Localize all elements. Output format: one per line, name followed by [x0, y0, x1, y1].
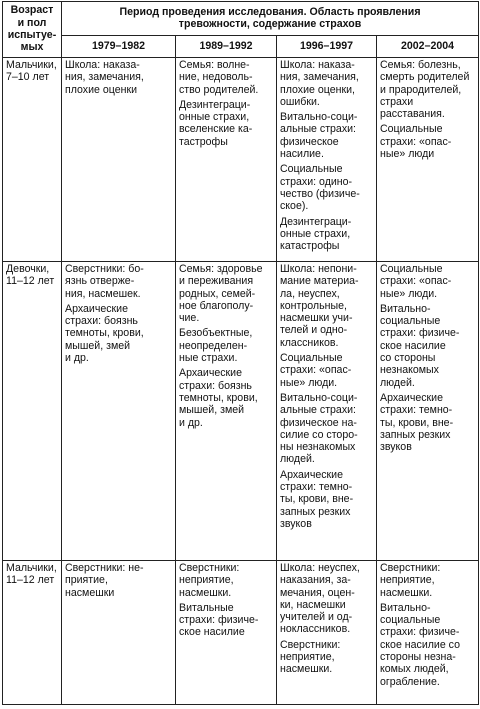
- text-line: контрольные,: [280, 299, 347, 312]
- text-line: страхи: боязнь: [65, 315, 138, 328]
- text-line: Семья: здоровье: [179, 263, 263, 275]
- text-line: страхи: физиче-: [380, 327, 460, 340]
- text-line: ния, замечания,: [280, 71, 359, 84]
- text-line: неопределен-: [179, 339, 248, 352]
- text-line: Социальные: [380, 263, 443, 275]
- group-cell: [3, 561, 62, 705]
- text-line: ское насилие: [179, 626, 245, 639]
- text-line: ла, неуспех,: [280, 287, 340, 300]
- text-line: Витально-соци-: [280, 111, 358, 124]
- cell-paragraph: [280, 111, 373, 160]
- data-cell: [176, 58, 277, 262]
- cell-paragraph: [280, 59, 373, 108]
- text-line: и др.: [179, 416, 203, 429]
- text-line: и прародителей,: [380, 83, 462, 96]
- text-line: ное благополу-: [179, 299, 254, 312]
- text-line: ки, насмешки: [280, 598, 346, 611]
- header-period-2: 1989–1992: [176, 36, 277, 58]
- text-line: Архаические: [380, 391, 443, 404]
- text-line: ты, крови, вне-: [380, 416, 454, 429]
- text-line: Архаические: [179, 367, 242, 380]
- text-line: Возраст: [10, 4, 54, 17]
- text-line: и пол: [17, 16, 47, 29]
- text-line: запных резких: [380, 428, 451, 441]
- data-cell: [377, 58, 479, 262]
- text-line: страхи: физиче-: [380, 626, 460, 639]
- text-line: чие.: [179, 312, 200, 325]
- text-line: ния, замечания,: [65, 71, 144, 84]
- text-line: страхи: темно-: [280, 481, 353, 494]
- text-line: страхи: боязнь: [179, 379, 252, 392]
- text-line: тревожности, содержание страхов: [178, 18, 362, 30]
- text-line: ные» люди: [380, 148, 435, 161]
- text-line: силие со сторо-: [280, 428, 358, 441]
- header-age-group-text: [6, 4, 58, 53]
- text-line: наказания, за-: [280, 574, 351, 587]
- text-line: Архаические: [280, 468, 343, 481]
- text-line: ство родителей.: [179, 83, 259, 96]
- data-cell: [176, 262, 277, 561]
- text-line: ны незнакомых: [280, 441, 356, 454]
- text-line: Семья: волне-: [179, 59, 250, 71]
- text-line: людей.: [280, 453, 315, 466]
- text-line: Школа: непони-: [280, 263, 357, 275]
- text-line: онные страхи,: [179, 111, 250, 124]
- text-line: ты, крови, вне-: [280, 493, 354, 506]
- text-line: Семья: болезнь,: [380, 59, 461, 71]
- header-period-1: 1979–1982: [62, 36, 176, 58]
- data-cell: [377, 262, 479, 561]
- text-line: 11–12 лет: [6, 275, 55, 288]
- data-cell: [277, 58, 377, 262]
- data-cell: [277, 561, 377, 705]
- data-cell: [277, 262, 377, 561]
- text-line: страхи: «опас-: [280, 364, 352, 377]
- text-line: мание материа-: [280, 275, 359, 288]
- text-line: мышей, змей: [179, 404, 245, 417]
- text-line: чество (физиче-: [280, 187, 360, 200]
- text-line: Сверстники: не-: [65, 562, 144, 574]
- text-line: ское).: [280, 200, 309, 213]
- text-line: смерть родителей: [380, 71, 470, 84]
- text-line: ограбление.: [380, 675, 440, 688]
- cell-paragraph: [380, 123, 475, 160]
- text-line: Школа: наказа-: [280, 59, 355, 71]
- header-period-title: [62, 2, 479, 36]
- text-line: телей и одно-: [280, 324, 348, 337]
- text-line: Школа: наказа-: [65, 59, 140, 71]
- text-line: приятие,: [65, 574, 108, 587]
- text-line: классников.: [280, 336, 339, 349]
- data-cell: [62, 262, 176, 561]
- cell-paragraph: [179, 367, 273, 428]
- group-cell: [3, 262, 62, 561]
- header-period-4: 2002–2004: [377, 36, 479, 58]
- header-age-group: [3, 2, 62, 58]
- text-line: запных резких: [280, 505, 351, 518]
- text-line: Безобъектные,: [179, 327, 253, 340]
- text-line: Дезинтеграци-: [280, 215, 352, 228]
- text-line: социальные: [380, 315, 441, 328]
- text-line: ные» люди.: [380, 287, 438, 300]
- text-line: Школа: неуспех,: [280, 562, 360, 574]
- text-line: онные страхи,: [280, 227, 351, 240]
- text-line: Сверстники: бо-: [65, 263, 144, 275]
- text-line: Сверстники:: [380, 562, 441, 574]
- text-line: насмешки: [65, 586, 115, 599]
- text-line: ское насилие со: [380, 638, 460, 651]
- text-line: физическое: [280, 135, 339, 148]
- cell-paragraph: [179, 263, 273, 324]
- cell-paragraph: [179, 562, 273, 599]
- text-line: страхи: одино-: [280, 175, 353, 188]
- text-line: страхи: «опас-: [380, 135, 452, 148]
- table-row: [3, 262, 479, 561]
- cell-paragraph: [280, 469, 373, 530]
- text-line: звуков: [380, 441, 412, 454]
- text-line: язнь отверже-: [65, 275, 135, 288]
- text-line: мышей, змей: [65, 339, 131, 352]
- cell-paragraph: [280, 163, 373, 212]
- text-line: Мальчики,: [6, 59, 57, 71]
- text-line: ные страхи.: [179, 352, 238, 365]
- text-line: комых людей,: [380, 663, 449, 676]
- text-line: Социальные: [280, 163, 343, 176]
- group-cell: [3, 58, 62, 262]
- text-line: ние, недоволь-: [179, 71, 253, 84]
- text-line: Девочки,: [6, 263, 50, 275]
- text-line: ные» люди.: [280, 376, 338, 389]
- cell-paragraph: [380, 303, 475, 389]
- text-line: незнакомых: [380, 364, 439, 377]
- text-line: темноты, крови,: [179, 391, 258, 404]
- text-line: альные страхи:: [280, 123, 356, 136]
- cell-paragraph: [65, 303, 172, 364]
- text-line: насилие.: [280, 148, 324, 161]
- data-cell: [176, 561, 277, 705]
- text-line: 11–12 лет: [6, 574, 55, 587]
- text-line: неприятие,: [179, 574, 234, 587]
- text-line: страхи: «опас-: [380, 275, 452, 288]
- cell-paragraph: [65, 562, 172, 599]
- cell-paragraph: [65, 59, 172, 96]
- text-line: расставания.: [380, 108, 445, 121]
- text-line: плохие оценки: [65, 83, 137, 96]
- text-line: Витально-: [380, 601, 431, 614]
- data-cell: [377, 561, 479, 705]
- text-line: неприятие,: [280, 651, 335, 664]
- text-line: насмешки.: [380, 586, 433, 599]
- cell-paragraph: [280, 639, 373, 676]
- text-line: звуков: [280, 517, 312, 530]
- text-line: Дезинтеграци-: [179, 98, 251, 111]
- header-period-title-text: [65, 6, 475, 31]
- text-line: ское насилие: [380, 339, 446, 352]
- cell-paragraph: [280, 562, 373, 636]
- text-line: Социальные: [280, 352, 343, 365]
- data-cell: [62, 561, 176, 705]
- text-line: ноклассников.: [280, 623, 351, 636]
- text-line: Социальные: [380, 123, 443, 136]
- text-line: 7–10 лет: [6, 71, 50, 84]
- text-line: Архаические: [65, 302, 128, 315]
- text-line: насмешки учи-: [280, 312, 353, 325]
- fears-table: [2, 1, 479, 705]
- text-line: страхи: [380, 95, 414, 108]
- cell-paragraph: [380, 59, 475, 120]
- text-line: насмешки.: [179, 586, 232, 599]
- text-line: Период проведения исследования. Область проявления: [119, 5, 421, 18]
- text-line: социальные: [380, 614, 441, 627]
- text-line: Витальные: [179, 601, 234, 614]
- cell-paragraph: [380, 562, 475, 599]
- text-line: катастрофы: [280, 240, 340, 253]
- text-line: ошибки.: [280, 95, 320, 108]
- text-line: Сверстники:: [179, 562, 240, 574]
- cell-paragraph: [179, 327, 273, 364]
- text-line: мых: [20, 41, 44, 54]
- text-line: Витально-соци-: [280, 391, 358, 404]
- table-row: [3, 58, 479, 262]
- text-line: Витально-: [380, 302, 431, 315]
- cell-paragraph: [179, 99, 273, 148]
- cell-paragraph: [380, 602, 475, 688]
- cell-paragraph: [179, 602, 273, 639]
- text-line: тастрофы: [179, 135, 228, 148]
- text-line: ния, насмешек.: [65, 287, 141, 300]
- cell-paragraph: [280, 263, 373, 349]
- text-line: со стороны: [380, 352, 436, 365]
- cell-paragraph: [65, 263, 172, 300]
- text-line: людей.: [380, 376, 415, 389]
- text-line: учителей и од-: [280, 611, 353, 624]
- text-line: и переживания: [179, 275, 254, 288]
- cell-paragraph: [380, 392, 475, 453]
- cell-paragraph: [280, 392, 373, 466]
- text-line: страхи: темно-: [380, 404, 453, 417]
- header-period-3: 1996–1997: [277, 36, 377, 58]
- cell-paragraph: [380, 263, 475, 300]
- text-line: родных, семей-: [179, 287, 256, 300]
- text-line: вселенские ка-: [179, 123, 253, 136]
- table-row: [3, 561, 479, 705]
- text-line: плохие оценки,: [280, 83, 355, 96]
- text-line: Сверстники:: [280, 638, 341, 651]
- text-line: альные страхи:: [280, 404, 356, 417]
- text-line: насмешки.: [280, 663, 333, 676]
- cell-paragraph: [179, 59, 273, 96]
- text-line: неприятие,: [380, 574, 435, 587]
- cell-paragraph: [280, 216, 373, 253]
- text-line: испытуе-: [7, 29, 57, 41]
- text-line: Мальчики,: [6, 562, 57, 574]
- text-line: мечания, оцен-: [280, 586, 355, 599]
- data-cell: [62, 58, 176, 262]
- text-line: и др.: [65, 352, 89, 365]
- cell-paragraph: [280, 352, 373, 389]
- text-line: страхи: физиче-: [179, 614, 259, 627]
- text-line: темноты, крови,: [65, 327, 144, 340]
- text-line: стороны незна-: [380, 651, 456, 664]
- text-line: физическое на-: [280, 416, 357, 429]
